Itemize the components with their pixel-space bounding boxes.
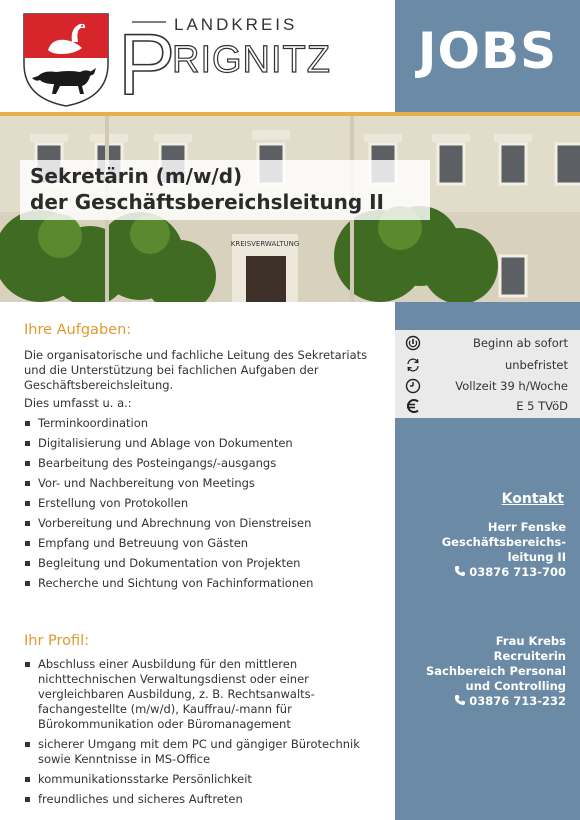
contact-2-phone-number: 03876 713-232 [469, 694, 566, 708]
profile-item: freundliches und sicheres Auftreten [24, 792, 384, 807]
power-icon [405, 335, 421, 351]
fact-hours [395, 378, 580, 398]
task-item: Vor- und Nachbereitung von Meetings [24, 476, 384, 491]
landkreis-prignitz-wordmark [118, 10, 338, 102]
profile-item: kommunikationsstarke Persönlichkeit [24, 772, 384, 787]
euro-icon [405, 398, 421, 414]
task-item: Recherche und Sichtung von Fachinformationen [24, 576, 384, 591]
contact-heading: Kontakt [501, 491, 564, 507]
task-item: Erstellung von Protokollen [24, 496, 384, 511]
svg-text:KREISVERWALTUNG: KREISVERWALTUNG [230, 240, 300, 248]
job-title-line-1: Sekretärin (m/w/d) [30, 164, 243, 188]
svg-text:LANDKREIS: LANDKREIS [174, 15, 298, 34]
job-title-line-2: der Geschäftsbereichsleitung II [30, 190, 384, 214]
profile-heading: Ihr Profil: [24, 633, 90, 649]
coat-of-arms-logo [22, 12, 110, 108]
job-title-panel [20, 160, 430, 220]
cycle-arrows-icon [405, 357, 421, 373]
task-item: Begleitung und Dokumentation von Projekten [24, 556, 384, 571]
contact-2-role-2: Sachbereich Personal [425, 664, 566, 678]
contact-1-name: Herr Fenske [487, 520, 566, 534]
jobs-title: JOBS [417, 22, 558, 80]
phone-icon [454, 694, 466, 706]
task-item: Terminkoordination [24, 416, 384, 431]
task-item: Bearbeitung des Posteingangs/-ausgangs [24, 456, 384, 471]
fact-duration-text: unbefristet [504, 358, 568, 372]
tasks-list [24, 416, 384, 596]
contact-1-role-2: leitung II [507, 550, 566, 564]
fact-start-text: Beginn ab sofort [472, 336, 568, 350]
task-item: Vorbereitung und Abrechnung von Dienstreisen [24, 516, 384, 531]
contact-person-1 [396, 520, 566, 580]
profile-list [24, 657, 384, 812]
key-facts-box [395, 330, 580, 418]
contact-1-phone-number: 03876 713-700 [469, 565, 566, 579]
fact-start [395, 335, 580, 355]
header [0, 0, 580, 112]
task-item: Digitalisierung und Ablage von Dokumenten [24, 436, 384, 451]
tasks-heading: Ihre Aufgaben: [24, 322, 132, 338]
fact-salary-text: E 5 TVöD [516, 399, 568, 413]
profile-item: Abschluss einer Ausbildung für den mittleren nichttechnischen Verwaltungsdienst oder einer vergleichbaren Ausbildung, z. B. Rechtsanwalts-fachangestellte (m/w/d), Kauffrau/-mann für Bürokommunikation oder Büromanagement [24, 657, 384, 732]
fact-hours-text: Vollzeit 39 h/Woche [455, 379, 568, 393]
contact-2-role-1: Recruiterin [493, 649, 566, 663]
jobs-banner [395, 0, 580, 112]
contact-2-phone[interactable] [396, 694, 566, 709]
contact-2-role-3: und Controlling [465, 679, 566, 693]
svg-text:P: P [118, 17, 176, 102]
contact-person-2 [396, 634, 566, 709]
fact-salary [395, 398, 580, 418]
tasks-includes-label: Dies umfasst u. a.: [24, 396, 132, 410]
contact-1-phone[interactable] [396, 565, 566, 580]
svg-text:RIGNITZ: RIGNITZ [172, 39, 331, 81]
contact-2-name: Frau Krebs [495, 634, 566, 648]
contact-1-role-1: Geschäftsbereichs- [441, 535, 566, 549]
clock-icon [405, 378, 421, 394]
hero-image [0, 116, 580, 302]
task-item: Empfang und Betreuung von Gästen [24, 536, 384, 551]
profile-item: sicherer Umgang mit dem PC und gängiger Bürotechnik sowie Kenntnisse in MS-Office [24, 737, 384, 767]
phone-icon [454, 565, 466, 577]
fact-duration [395, 357, 580, 377]
tasks-intro: Die organisatorische und fachliche Leitung des Sekretariats und die Unterstützung bei fachlichen Aufgaben der Geschäftsbereichsleitung. [24, 348, 368, 392]
